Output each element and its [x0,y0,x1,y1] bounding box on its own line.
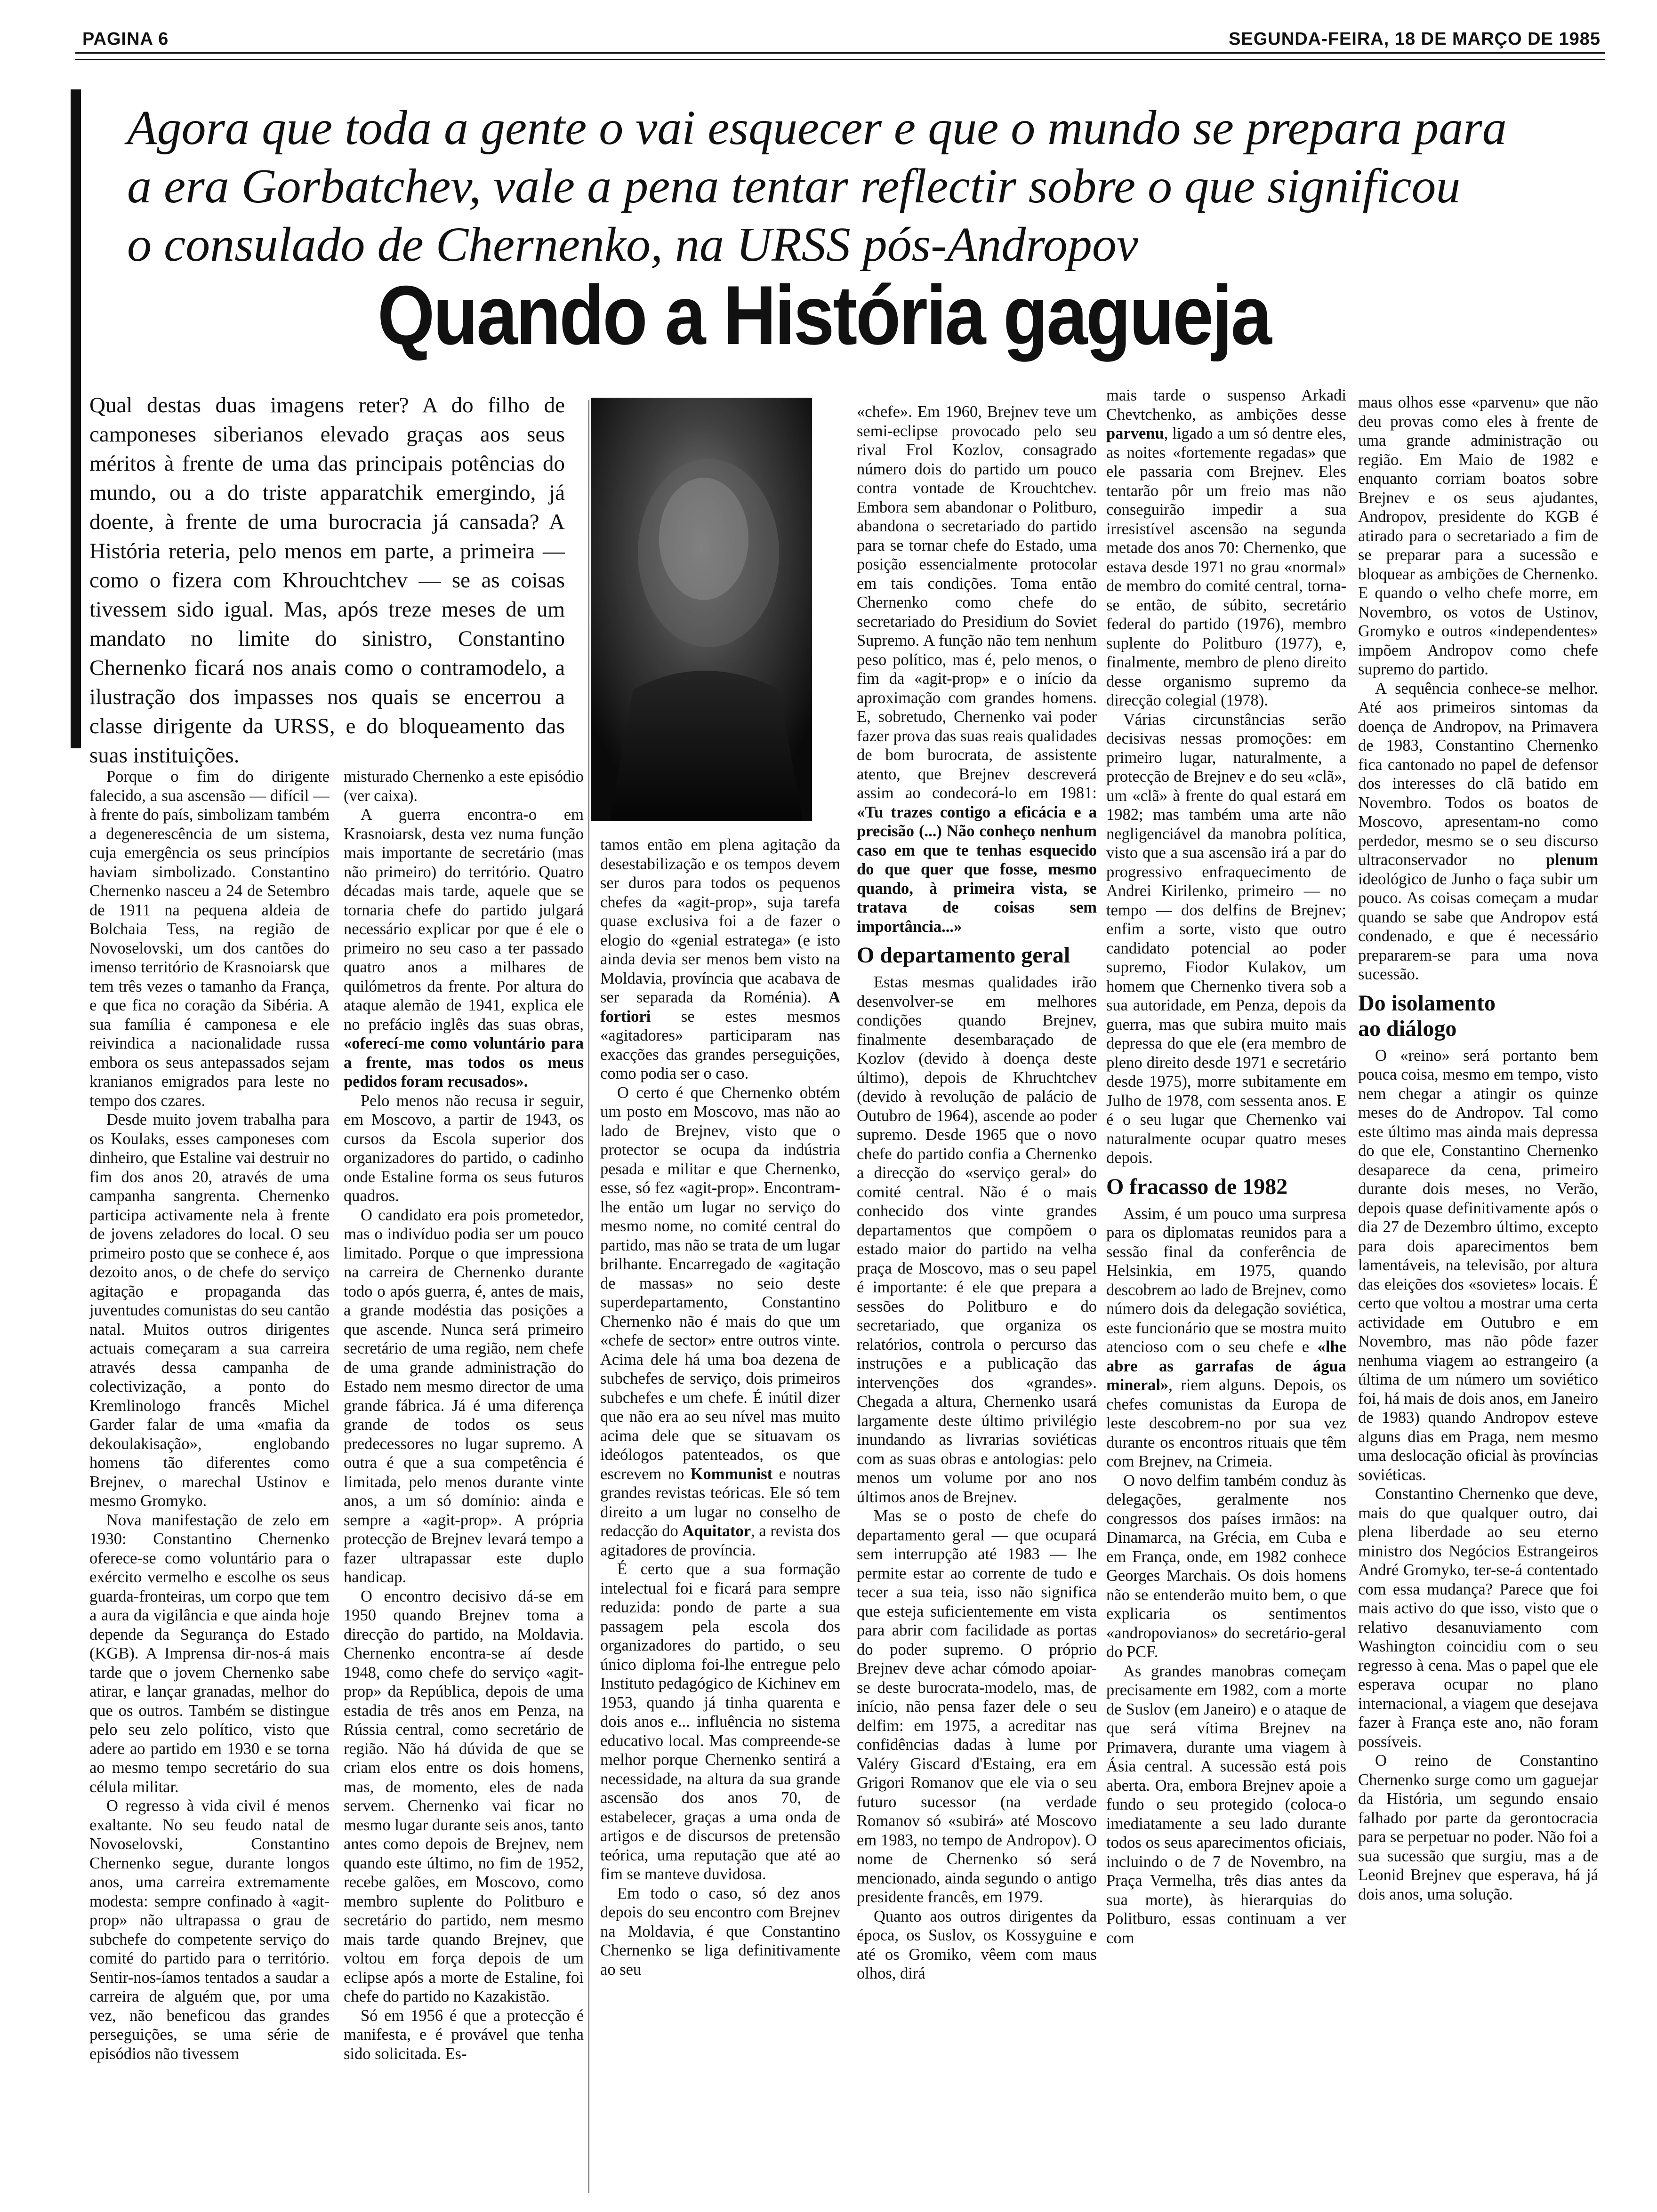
paragraph [857,402,1097,936]
paragraph-text: A sequência conhece-se melhor. Até aos primeiros sintomas da doença de Andropov, na Primavera de 1983, Constantino Chernenko fica cantonado no papel de defensor dos interesses do clã batido em Novembro. Todos os boatos de Moscovo, apresentam-no como perdedor, mesmo se o seu discurso ultraconservador no [1358,679,1598,869]
lead-paragraph [89,391,565,770]
article-column-2 [344,767,584,2198]
paragraph: O regresso à vida civil é menos exaltante. No seu feudo natal de Novoselovski, Constantino Chernenko segue, durante longos anos, uma carreira extremamente modesta: sempre confinado à «agit-prop» não ultrapassa o grau de subchefe do competente serviço do comité do partido para o território. Sentir-nos-íamos tentados a saudar a carreira de alguém que, por uma vez, não beneficou das grandes perseguições, se uma série de episódios não tivessem [89,1797,330,2063]
emphasis-bold: parvenu [1106,425,1164,442]
subheading: O fracasso de 1982 [1106,1174,1288,1199]
portrait-photo [591,398,812,821]
paragraph: Nova manifestação de zelo em 1930: Constantino Chernenko oferece-se como voluntário para o exército vermelho e escolhe os seus guarda-fronteiras, um corpo que tem a aura da vigilância e que ainda hoje depende da Segurança do Estado (KGB). A Imprensa dir-nos-á mais tarde que o jovem Chernenko sabe atirar, e lançar granadas, melhor do que os outros. Também se distingue pelo seu zelo político, visto que adere ao partido em 1930 e se torna ao mesmo tempo secretário do sua célula militar. [89,1511,330,1796]
paragraph-text: «chefe». Em 1960, Brejnev teve um semi-eclipse provocado pelo seu rival Frol Kozlov, consagrado número dois do partido um pouco contra vontade de Krouchtchev. Embora sem abandonar o Politburo, abandona o secretariado do partido para se tornar chefe do Estado, uma posição essencialmente protocolar em tais condições. Toma então Chernenko como chefe do secretariado do Presidium do Soviet Supremo. A função não tem nenhum peso político, mas é, pelo menos, o fim da «agit-prop» e o início da aproximação com grandes homens. E, sobretudo, Chernenko vai poder fazer prova das suas reais qualidades de bom burocrata, de assistente atento, que Brejnev descreverá assim ao condecorá-lo em 1981: [857,403,1097,802]
paragraph-text: O certo é que Chernenko obtém um posto em Moscovo, mas não ao lado de Brejnev, visto que o protector se ocupa da indústria pesada e militar e que Chernenko, esse, só fez «agit-prop». Encontram-lhe então um lugar no serviço do mesmo nome, no comité central do partido, mas não se trata de um lugar brilhante. Encarregado de «agitação de massas» no seio deste superdepartamento, Constantino Chernenko não é mais do que um «chefe de sector» entre outros vinte. Acima dele há uma boa dezena de subchefes de serviço, dois primeiros subchefes e um chefe. É inútil dizer que não era ao seu nível mas muito acima dele que se situavam os ideólogos patenteados, os que escrevem no [600,1083,840,1483]
article-column-1 [89,767,330,2198]
article-column-6 [1358,393,1598,2198]
header-rule [75,52,1605,54]
paragraph: As grandes manobras começam precisamente em 1982, com a morte de Suslov (em Janeiro) e o ataque de que será vítima Brejnev na Primavera, durante uma viagem à Ásia central. A sucessão está pois aberta. Ora, embora Brejnev apoie a fundo o seu protegido (coloca-o imediatamente a seu lado durante todos os seus aparecimentos oficiais, incluindo o de 7 de Novembro, na Praça Vermelha, três dias antes da sua morte), às hierarquias do Politburo, essas continuam a ver com [1106,1662,1346,1947]
lead-text: Qual destas duas imagens reter? A do filho de camponeses siberianos elevado graças aos seus méritos à frente de uma das principais potências do mundo, ou a do triste apparatchik emergindo, já doente, à frente de uma burocracia já cansada? A História reteria, pelo menos em parte, a primeira — como o fizera com Khrouchtchev — se as coisas tivessem sido igual. Mas, após treze meses de um mandato no limite do sinistro, Constantino Chernenko ficará nos anais como o contramodelo, a ilustração dos impasses nos quais se encerrou a classe dirigente da URSS, e do bloqueamento das suas instituições. [89,393,565,768]
subheading-line: Do isolamento [1358,990,1496,1016]
paragraph: O «reino» será portanto bem pouca coisa, mesmo em tempo, visto nem chegar a atingir os quinze meses do de Andropov. Tal como este último mas ainda mais depressa do que ele, Constantino Chernenko desaparece da cena, primeiro durante dois meses, no Verão, depois quase definitivamente após o dia 27 de Dezembro último, excepto para dois aparecimentos bem lamentáveis, na televisão, por altura das eleições dos «sovietes» locais. É certo que voltou a mostrar uma certa actividade em Outubro e em Novembro, mas não pôde fazer nenhuma viagem ao estrangeiro (a última de um número um soviético foi, há mais de dois anos, em Janeiro de 1983) quando Andropov esteve alguns dias em Praga, nem mesmo uma deslocação oficial às províncias soviéticas. [1358,1046,1598,1484]
paragraph: É certo que a sua formação intelectual foi e ficará para sempre reduzida: pondo de parte a sua passagem pela escola dos organizadores do partido, o seu único diploma foi-lhe entregue pelo Instituto pedagógico de Kichinev em 1953, quando já tinha quarenta e dois anos e... influência no sistema educativo local. Mas compreende-se melhor porque Chernenko sentirá a necessidade, na altura da sua grande ascensão dos anos 70, de estabelecer, graças a uma onda de artigos e de discursos de pretensão teórica, uma reputação que até ao fim se manteve duvidosa. [600,1560,840,1883]
paragraph: Estas mesmas qualidades irão desenvolver-se em melhores condições quando Brejnev, finalmente desembaraçado de Kozlov (devido à doença deste último), depois de Khruchtchev (devido à revolução de palácio de Outubro de 1964), ascende ao poder supremo. Desde 1965 que o novo chefe do partido confia a Chernenko a direcção do «serviço geral» do comité central. Não é o mais conhecido dos vinte grandes departamentos que compõem o estado maior do partido na velha praça de Moscovo, mas o seu papel é importante: é ele que prepara a sessões do Politburo e do secretariado, que organiza os relatórios, controla o percurso das instruções e a publicação das intervenções dos «grandes». Chegada a altura, Chernenko usará largamente deste último privilégio inundando as livrarias soviéticas com as suas obras e antologias: pelo menos um volume por ano nos últimos anos de Brejnev. [857,973,1097,1506]
paragraph-text: e noutras grandes revistas teóricas. Ele só tem direito a um lugar no conselho de redacção do [600,1465,840,1540]
column-rule [588,400,589,2193]
paragraph [1106,386,1346,710]
paragraph: O candidato era pois prometedor, mas o indivíduo podia ser um pouco limitado. Porque o que impressiona na carreira de Chernenko durante todo o após guerra, é, antes de mais, a grande modéstia das posições a que ascende. Nunca será primeiro secretário de uma região, nem chefe de uma grande administração do Estado nem mesmo director de uma grande fábrica. Já é uma diferença grande de todos os seus predecessores no lugar supremo. A outra é que a sua competência é limitada, pelo menos durante vinte anos, a um só domínio: ainda e sempre a «agit-prop». A própria protecção de Brejnev levará tempo a fazer ultrapassar este duplo handicap. [344,1206,584,1586]
paragraph-text: , ligado a um só dentre eles, as noites «fortemente regadas» que ele passaria com Brejnev. Eles tentarão pôr um freio mas não conseguirão impedir a sua irresistível ascensão na segunda metade dos anos 70: Chernenko, que estava desde 1971 no grau «normal» de membro do comité central, torna-se então, de súbito, secretário federal do partido (1976), membro suplente do Politburo (1977), e, finalmente, membro de pleno direito desse organismo supremo da direcção colegial (1978). [1106,425,1346,709]
paragraph: Em todo o caso, só dez anos depois do seu encontro com Brejnev na Moldavia, é que Constantino Chernenko se liga definitivamente ao seu [600,1884,840,1979]
emphasis-bold: A fortiori [600,988,840,1026]
emphasis-bold: plenum [1545,851,1598,869]
issue-date: SEGUNDA-FEIRA, 18 DE MARÇO DE 1985 [1229,29,1601,49]
paragraph [600,1083,840,1560]
deck-line: a era Gorbatchev, vale a pena tentar reflectir sobre o que significou [127,159,1461,213]
side-bar [71,89,81,748]
paragraph [344,805,584,1091]
subheading: O departamento geral [857,943,1070,968]
quote-bold: «lhe abre as garrafas de água mineral» [1106,1338,1346,1394]
publication-name: Kommunist [690,1465,773,1483]
article-column-3 [600,835,840,2198]
paragraph: Desde muito jovem trabalha para os Koulaks, esses camponeses com dinheiro, que Estaline vai destruir no fim dos anos 20, através de uma campanha sangrenta. Chernenko participa activamente nela à frente de jovens zeladores do local. O seu primeiro posto que se conhece é, aos dezoito anos, o de chefe do serviço agitação e propaganda das juventudes comunistas do seu cantão natal. Muitos outros dirigentes actuais começaram a sua carreira através dessa campanha de colectivização, a ponto do Kremlinologo francês Michel Garder falar de uma «mafia da dekoulakisação», englobando homens tão diferentes como Brejnev, o marechal Ustinov e mesmo Gromyko. [89,1111,330,1510]
article-column-4 [857,402,1097,2198]
deck-line: o consulado de Chernenko, na URSS pós-Andropov [127,217,1139,272]
header-rule-thin [75,59,1605,60]
paragraph: Só em 1956 é que a protecção é manifesta, e é provável que tenha sido solicitada. Es- [344,2006,584,2063]
paragraph: Várias circunstâncias serão decisivas nessas promoções: em primeiro lugar, naturalmente, a protecção de Brejnev e do seu «clã», um «clã» à frente do qual estará em 1982; mas também uma arte não negligenciável da manobra política, visto que a sua ascensão irá a par do progressivo enfraquecimento de Andrei Kirilenko, primeiro — no tempo — dos delfins de Brejnev; enfim a sorte, visto que outro candidato potencial ao poder supremo, Fiodor Kulakov, um homem que Chernenko tivera sob a sua autoridade, em Penza, depois da guerra, mas que subira muito mais depressa do que ele (era membro de pleno direito desde 1971 e secretário desde 1975), morre subitamente em Julho de 1978, com sessenta anos. E é o seu lugar que Chernenko vai naturalmente ocupar quatro meses depois. [1106,710,1346,1167]
paragraph-text: tamos então em plena agitação da desestabilização e os tempos devem ser duros para todos os pequenos chefes da «agit-prop», suja tarefa quase exclusiva foi a de fazer o elogio do «genial estratega» (e isto ainda devia ser menos bem visto na Moldavia, província que acabava de ser separada da Roménia). [600,836,840,1006]
publication-name: Aquitator [682,1522,751,1540]
paragraph-text: A guerra encontra-o em Krasnoiarsk, desta vez numa função mais importante de secretário (mas não primeiro) do território. Quatro décadas mais tarde, aquele que se tornaria chefe do partido julgará necessário explicar por que é ele o primeiro no seu caso a ter passado quatro anos a milhares de quilómetros da frente. Por altura do ataque alemão de 1941, explica ele no prefácio inglês das suas obras, [344,806,584,1034]
paragraph: Mas se o posto de chefe do departamento geral — que ocupará sem interrupção até 1983 — lhe permite estar ao corrente de tudo e tecer a sua teia, isso não significa que esteja suficientemente em vista para abrir com facilidade as portas do poder supremo. O próprio Brejnev deve achar cómodo apoiar-se deste burocrata-modelo, mas, de início, não pensa fazer dele o seu delfim: em 1975, a acreditar nas confidências dadas à lume por Valéry Giscard d'Estaing, era em Grigori Romanov que ele via o seu futuro sucessor (na verdade Romanov só «subirá» até Moscovo em 1983, no tempo de Andropov). O nome de Chernenko só será mencionado, ainda segundo o antigo presidente francês, em 1979. [857,1507,1097,1906]
paragraph-text: se estes mesmos «agitadores» participaram nas exacções das grandes perseguições, como podia ser o caso. [600,1007,840,1082]
paragraph-text: ideológico de Junho o faça subir um pouco. As coisas começam a mudar quando se sabe que Andropov está condenado, e que é necessário prepararem-se para uma nova sucessão. [1358,870,1598,983]
subheading [1358,991,1598,1042]
article-column-5 [1106,386,1346,2198]
deck-line: Agora que toda a gente o vai esquecer e que o mundo se prepara para [127,101,1507,155]
paragraph: misturado Chernenko a este episódio (ver caixa). [344,768,584,805]
paragraph: Porque o fim do dirigente falecido, a sua ascensão — difícil — à frente do país, simbolizam também a degenerescência de um sistema, cuja emergência os seus princípios haviam simbolizado. Constantino Chernenko nasceu a 24 de Setembro de 1911 na pequena aldeia de Bolchaia Tess, na região de Novoselovski, um dos cantões do imenso território de Krasnoiarsk que tem três vezes o tamanho da França, e que fica no coração da Sibéria. A sua família é camponesa e ele reivindica a nacionalidade russa embora os seus antepassados sejam kranianos emigrados para leste no tempo dos czares. [89,768,330,1110]
paragraph: O novo delfim também conduz às delegações, geralmente nos congressos dos países irmãos: na Dinamarca, na Grécia, em Cuba e em França, onde, em 1982 conhece Georges Marchais. Os dois homens não se entenderão muito bem, o que explicaria os sentimentos «andropovianos» do secretário-geral do PCF. [1106,1471,1346,1661]
portrait-image [591,398,812,821]
paragraph: maus olhos esse «parvenu» que não deu provas como eles à frente de uma grande administração ou região. Em Maio de 1982 e enquanto corriam boatos sobre Brejnev e os seus ajudantes, Andropov, presidente do KGB é atirado para o secretariado a fim de se preparar para a sucessão e bloquear as ambições de Chernenko. E quando o velho chefe morre, em Novembro, os votos de Ustinov, Gromyko e outros «independentes» impõem Andropov como chefe supremo do partido. [1358,393,1598,678]
deck [127,99,1596,274]
page-number: PAGINA 6 [82,29,169,49]
paragraph [1106,1204,1346,1471]
paragraph [600,835,840,1083]
paragraph: O encontro decisivo dá-se em 1950 quando Brejnev toma a direcção do partido, na Moldavia. Chernenko encontra-se aí desde 1948, como chefe do serviço «agit-prop» da República, depois de uma estadia de três anos em Penza, na Rússia central, como secretário de região. Não há dúvida de que se criam elos entre os dois homens, mas, de momento, eles de nada servem. Chernenko vai ficar no mesmo lugar durante seis anos, tanto antes como depois de Brejnev, nem quando este último, no fim de 1952, recebe galões, em Moscovo, como membro suplente do Politburo e secretário do partido, nem mesmo mais tarde quando Brejnev, que voltou em força depois de um eclipse após a morte de Estaline, foi chefe do partido no Kazakistão. [344,1587,584,2005]
paragraph-text: mais tarde o suspenso Arkadi Chevtchenko, as ambições desse [1106,386,1346,424]
paragraph-text: , a revista dos agitadores de província. [600,1522,840,1559]
paragraph-text: , riem alguns. Depois, os chefes comunistas da Europa de leste descobrem-no por sua vez durante os encontros rituais que têm com Brejnev, na Crimeia. [1106,1376,1346,1470]
headline: Quando a História gagueja [377,268,1271,362]
paragraph: Pelo menos não recusa ir seguir, em Moscovo, a partir de 1943, os cursos da Escola superior dos organizadores do partido, o cadinho onde Estaline forma os seus futuros quadros. [344,1091,584,1205]
paragraph: O reino de Constantino Chernenko surge como um gaguejar da História, um segundo ensaio falhado por parte da gerontocracia para se perpetuar no poder. Não foi a sua sucessão que surgiu, mas a de Leonid Brejnev que esperava, há já dois anos, uma solução. [1358,1752,1598,1903]
paragraph [1358,679,1598,984]
paragraph-text: Assim, é um pouco uma surpresa para os diplomatas reunidos para a sessão final da conferência de Helsinkia, em 1975, quando descobrem ao lado de Brejnev, como número dois da delegação soviética, este funcionário que se mostra muito atencioso com o seu chefe e [1106,1204,1346,1356]
paragraph: Constantino Chernenko que deve, mais do que qualquer outro, dai plena liberdade ao seu eterno ministro dos Negócios Estrangeiros André Gromyko, ter-se-á contentado com essa mudança? Parece que foi mais activo do que isso, visto que o relativo desanuviamento com Washington coincidiu com o seu regresso à cena. Mas o papel que ele esperava ocupar no plano internacional, a viagem que desejava fazer à França este ano, não foram possíveis. [1358,1485,1598,1751]
quote-bold: «Tu trazes contigo a eficácia e a precisão (...) Não conheço nenhum caso em que te tenhas esquecido do que quer que fosse, mesmo quando, à primeira vista, se tratava de coisas sem importância...» [857,803,1097,936]
subheading-line: ao diálogo [1358,1016,1457,1041]
paragraph: Quanto aos outros dirigentes da época, os Suslov, os Kossyguine e até os Gromiko, vêem com maus olhos, dirá [857,1907,1097,1982]
quote-bold: «oferecí-me como voluntário para a frente, mas todos os meus pedidos foram recusados». [344,1034,584,1090]
